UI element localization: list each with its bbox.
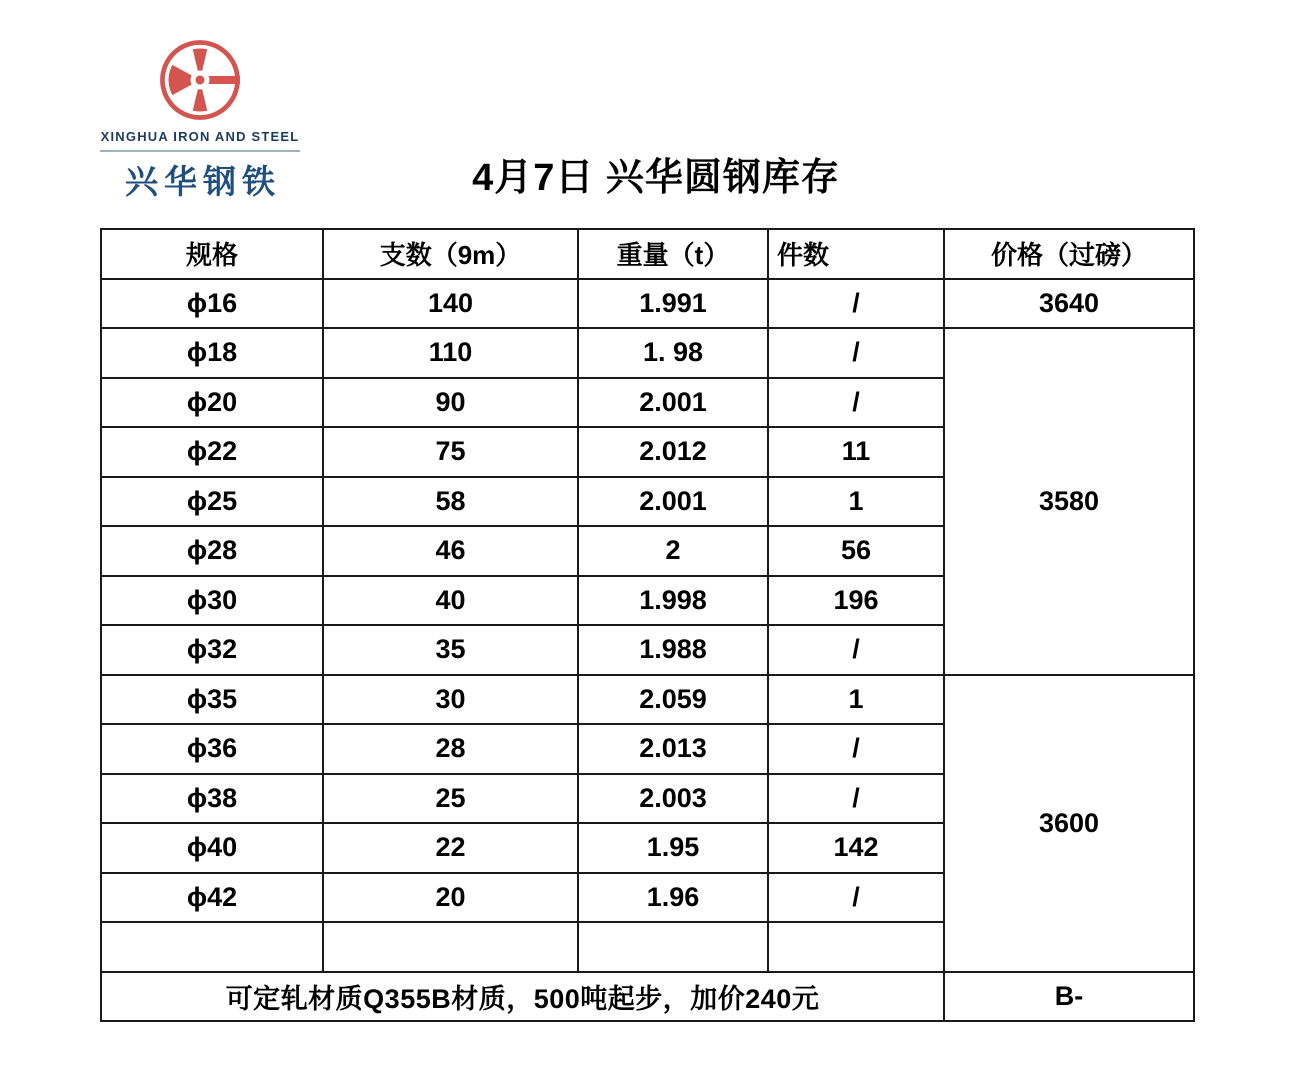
count-cell: 40 <box>323 576 578 626</box>
weight-cell: 2.059 <box>578 675 768 725</box>
header-weight: 重量（t） <box>578 229 768 279</box>
spec-cell: ϕ36 <box>101 724 323 774</box>
table-footer-row <box>101 972 1194 1022</box>
header-spec: 规格 <box>101 229 323 279</box>
weight-cell: 1. 98 <box>578 328 768 378</box>
weight-cell <box>578 922 768 972</box>
table-header-row <box>101 229 1194 279</box>
inventory-table <box>100 228 1195 1022</box>
table-row <box>101 675 1194 725</box>
brand-name-cn: 兴华钢铁 <box>125 163 281 200</box>
spec-cell: ϕ18 <box>101 328 323 378</box>
pieces-cell: / <box>768 873 944 923</box>
count-cell: 35 <box>323 625 578 675</box>
count-cell: 46 <box>323 526 578 576</box>
spec-cell <box>101 922 323 972</box>
header-pieces: 件数 <box>768 229 944 279</box>
count-cell: 90 <box>323 378 578 428</box>
pieces-cell: 11 <box>768 427 944 477</box>
spec-cell: ϕ22 <box>101 427 323 477</box>
weight-cell: 2.012 <box>578 427 768 477</box>
spec-cell: ϕ16 <box>101 279 323 329</box>
header-price: 价格（过磅） <box>944 229 1194 279</box>
spec-cell: ϕ30 <box>101 576 323 626</box>
count-cell: 30 <box>323 675 578 725</box>
weight-cell: 1.988 <box>578 625 768 675</box>
pieces-cell: / <box>768 625 944 675</box>
pieces-cell: 142 <box>768 823 944 873</box>
count-cell: 20 <box>323 873 578 923</box>
footer-price-cell: B- <box>944 972 1194 1022</box>
spec-cell: ϕ25 <box>101 477 323 527</box>
page-title: 4月7日 兴华圆钢库存 <box>472 157 840 199</box>
header-count: 支数（9m） <box>323 229 578 279</box>
pieces-cell: / <box>768 378 944 428</box>
spec-cell: ϕ32 <box>101 625 323 675</box>
weight-cell: 2.001 <box>578 477 768 527</box>
weight-cell: 1.998 <box>578 576 768 626</box>
pieces-cell: / <box>768 774 944 824</box>
company-logo-icon <box>158 38 242 122</box>
price-cell-merged: 3600 <box>944 675 1194 972</box>
brand-name-en: XINGHUA IRON AND STEEL <box>100 129 300 144</box>
weight-cell: 2.003 <box>578 774 768 824</box>
count-cell <box>323 922 578 972</box>
count-cell: 75 <box>323 427 578 477</box>
pieces-cell <box>768 922 944 972</box>
pieces-cell: / <box>768 328 944 378</box>
count-cell: 25 <box>323 774 578 824</box>
spec-cell: ϕ40 <box>101 823 323 873</box>
weight-cell: 2.001 <box>578 378 768 428</box>
spec-cell: ϕ28 <box>101 526 323 576</box>
count-cell: 140 <box>323 279 578 329</box>
weight-cell: 2.013 <box>578 724 768 774</box>
spec-cell: ϕ20 <box>101 378 323 428</box>
table-row <box>101 328 1194 378</box>
spec-cell: ϕ38 <box>101 774 323 824</box>
pieces-cell: 1 <box>768 477 944 527</box>
weight-cell: 1.95 <box>578 823 768 873</box>
table-row <box>101 279 1194 329</box>
pieces-cell: / <box>768 279 944 329</box>
price-cell-merged: 3580 <box>944 328 1194 675</box>
count-cell: 58 <box>323 477 578 527</box>
pieces-cell: 56 <box>768 526 944 576</box>
weight-cell: 2 <box>578 526 768 576</box>
footer-note-cell: 可定轧材质Q355B材质，500吨起步，加价240元 <box>101 972 944 1022</box>
pieces-cell: 1 <box>768 675 944 725</box>
count-cell: 110 <box>323 328 578 378</box>
count-cell: 22 <box>323 823 578 873</box>
pieces-cell: / <box>768 724 944 774</box>
price-cell: 3640 <box>944 279 1194 329</box>
count-cell: 28 <box>323 724 578 774</box>
spec-cell: ϕ42 <box>101 873 323 923</box>
pieces-cell: 196 <box>768 576 944 626</box>
weight-cell: 1.991 <box>578 279 768 329</box>
weight-cell: 1.96 <box>578 873 768 923</box>
spec-cell: ϕ35 <box>101 675 323 725</box>
